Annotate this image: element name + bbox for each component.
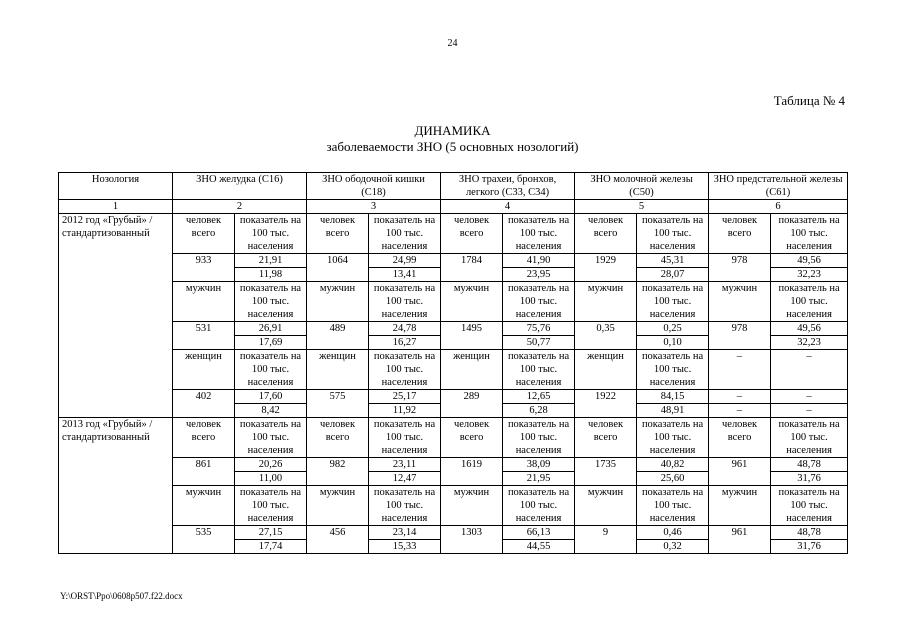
- std-rate-cell: 8,42: [235, 404, 307, 418]
- label-row: [59, 214, 848, 254]
- label-row: [59, 418, 848, 458]
- std-rate-cell: 25,60: [637, 472, 709, 486]
- crude-rate-cell: 45,31: [637, 254, 709, 268]
- number-row: [59, 254, 848, 268]
- rate-label-cell: показатель на 100 тыс. населения: [771, 486, 848, 526]
- group-label-cell: мужчин: [441, 486, 503, 526]
- rate-label-cell: показатель на 100 тыс. населения: [503, 282, 575, 322]
- crude-rate-cell: 84,15: [637, 390, 709, 404]
- rate-label-cell: показатель на 100 тыс. населения: [503, 486, 575, 526]
- group-label-cell: мужчин: [575, 486, 637, 526]
- header-stomach: ЗНО желудка (С16): [173, 173, 307, 200]
- dash-cell: –: [771, 390, 848, 404]
- std-rate-cell: 17,74: [235, 540, 307, 554]
- header-prostate: ЗНО предстательной железы (С61): [709, 173, 848, 200]
- group-label-cell: женщин: [307, 350, 369, 390]
- group-label-cell: человек всего: [575, 214, 637, 254]
- std-rate-cell: 0,10: [637, 336, 709, 350]
- dash-cell: –: [709, 404, 771, 418]
- rate-label-cell: показатель на 100 тыс. населения: [637, 214, 709, 254]
- col-number: 3: [307, 200, 441, 214]
- label-row: [59, 486, 848, 526]
- count-cell: 982: [307, 458, 369, 486]
- std-rate-cell: 0,32: [637, 540, 709, 554]
- rate-label-cell: показатель на 100 тыс. населения: [637, 418, 709, 458]
- count-cell: 1922: [575, 390, 637, 418]
- rate-label-cell: показатель на 100 тыс. населения: [369, 418, 441, 458]
- count-cell: 489: [307, 322, 369, 350]
- count-cell: 1064: [307, 254, 369, 282]
- group-label-cell: мужчин: [307, 486, 369, 526]
- file-path-footer: Y:\ORST\Ppo\0608p507.f22.docx: [60, 591, 183, 601]
- count-cell: 933: [173, 254, 235, 282]
- number-row: [59, 458, 848, 472]
- rate-label-cell: показатель на 100 тыс. населения: [503, 214, 575, 254]
- crude-rate-cell: 21,91: [235, 254, 307, 268]
- col-number: 2: [173, 200, 307, 214]
- group-label-cell: человек всего: [307, 214, 369, 254]
- count-cell: 1495: [441, 322, 503, 350]
- std-rate-cell: 11,92: [369, 404, 441, 418]
- rate-label-cell: показатель на 100 тыс. населения: [771, 418, 848, 458]
- number-row: [59, 526, 848, 540]
- std-rate-cell: 50,77: [503, 336, 575, 350]
- header-colon: ЗНО ободочной кишки (С18): [307, 173, 441, 200]
- title-line-1: ДИНАМИКА: [414, 123, 491, 138]
- std-rate-cell: 21,95: [503, 472, 575, 486]
- rate-label-cell: показатель на 100 тыс. населения: [771, 214, 848, 254]
- rate-label-cell: показатель на 100 тыс. населения: [235, 486, 307, 526]
- group-label-cell: мужчин: [709, 282, 771, 322]
- number-row: [59, 322, 848, 336]
- group-label-cell: человек всего: [307, 418, 369, 458]
- group-label-cell: человек всего: [173, 214, 235, 254]
- col-number: 1: [59, 200, 173, 214]
- incidence-table: [58, 172, 848, 554]
- std-rate-cell: 32,23: [771, 336, 848, 350]
- year-cell: 2012 год «Грубый» / стандартизованный: [59, 214, 173, 418]
- label-row: [59, 350, 848, 390]
- group-label-cell: мужчин: [173, 282, 235, 322]
- group-label-cell: женщин: [575, 350, 637, 390]
- rate-label-cell: показатель на 100 тыс. населения: [771, 282, 848, 322]
- crude-rate-cell: 40,82: [637, 458, 709, 472]
- dash-cell: –: [709, 390, 771, 404]
- rate-label-cell: показатель на 100 тыс. населения: [235, 282, 307, 322]
- rate-label-cell: показатель на 100 тыс. населения: [369, 350, 441, 390]
- rate-label-cell: показатель на 100 тыс. населения: [369, 214, 441, 254]
- year-cell: 2013 год «Грубый» / стандартизованный: [59, 418, 173, 554]
- group-label-cell: женщин: [441, 350, 503, 390]
- std-rate-cell: 11,00: [235, 472, 307, 486]
- std-rate-cell: 17,69: [235, 336, 307, 350]
- crude-rate-cell: 75,76: [503, 322, 575, 336]
- std-rate-cell: 13,41: [369, 268, 441, 282]
- crude-rate-cell: 27,15: [235, 526, 307, 540]
- rate-label-cell: показатель на 100 тыс. населения: [235, 214, 307, 254]
- std-rate-cell: 32,23: [771, 268, 848, 282]
- std-rate-cell: 6,28: [503, 404, 575, 418]
- group-label-cell: человек всего: [575, 418, 637, 458]
- rate-label-cell: показатель на 100 тыс. населения: [637, 282, 709, 322]
- count-cell: 1929: [575, 254, 637, 282]
- number-row: [59, 390, 848, 404]
- std-rate-cell: 44,55: [503, 540, 575, 554]
- count-cell: 1784: [441, 254, 503, 282]
- count-cell: 961: [709, 458, 771, 486]
- count-cell: 1303: [441, 526, 503, 554]
- header-row: [59, 173, 848, 200]
- rate-label-cell: показатель на 100 тыс. населения: [235, 350, 307, 390]
- col-number: 6: [709, 200, 848, 214]
- crude-rate-cell: 23,11: [369, 458, 441, 472]
- crude-rate-cell: 48,78: [771, 458, 848, 472]
- crude-rate-cell: 41,90: [503, 254, 575, 268]
- count-cell: 456: [307, 526, 369, 554]
- crude-rate-cell: 49,56: [771, 322, 848, 336]
- count-cell: 535: [173, 526, 235, 554]
- group-label-cell: человек всего: [709, 418, 771, 458]
- count-cell: 861: [173, 458, 235, 486]
- count-cell: 0,35: [575, 322, 637, 350]
- crude-rate-cell: 0,25: [637, 322, 709, 336]
- count-cell: 978: [709, 322, 771, 350]
- page-number: 24: [447, 38, 458, 49]
- document-title: [0, 123, 905, 155]
- col-number: 5: [575, 200, 709, 214]
- group-label-cell: мужчин: [575, 282, 637, 322]
- group-label-cell: мужчин: [709, 486, 771, 526]
- dash-cell: –: [709, 350, 771, 390]
- header-breast: ЗНО молочной железы (С50): [575, 173, 709, 200]
- crude-rate-cell: 38,09: [503, 458, 575, 472]
- std-rate-cell: 15,33: [369, 540, 441, 554]
- crude-rate-cell: 24,78: [369, 322, 441, 336]
- group-label-cell: женщин: [173, 350, 235, 390]
- crude-rate-cell: 24,99: [369, 254, 441, 268]
- crude-rate-cell: 48,78: [771, 526, 848, 540]
- rate-label-cell: показатель на 100 тыс. населения: [235, 418, 307, 458]
- rate-label-cell: показатель на 100 тыс. населения: [369, 282, 441, 322]
- dash-cell: –: [771, 404, 848, 418]
- group-label-cell: мужчин: [173, 486, 235, 526]
- dash-cell: –: [771, 350, 848, 390]
- col-number: 4: [441, 200, 575, 214]
- label-row: [59, 282, 848, 322]
- table-label: Таблица № 4: [773, 93, 845, 108]
- rate-label-cell: показатель на 100 тыс. населения: [503, 350, 575, 390]
- rate-label-cell: показатель на 100 тыс. населения: [637, 486, 709, 526]
- std-rate-cell: 12,47: [369, 472, 441, 486]
- crude-rate-cell: 25,17: [369, 390, 441, 404]
- crude-rate-cell: 17,60: [235, 390, 307, 404]
- crude-rate-cell: 0,46: [637, 526, 709, 540]
- header-nosology: Нозология: [59, 173, 173, 200]
- std-rate-cell: 31,76: [771, 540, 848, 554]
- crude-rate-cell: 12,65: [503, 390, 575, 404]
- count-cell: 575: [307, 390, 369, 418]
- crude-rate-cell: 49,56: [771, 254, 848, 268]
- group-label-cell: человек всего: [441, 418, 503, 458]
- count-cell: 9: [575, 526, 637, 554]
- count-cell: 531: [173, 322, 235, 350]
- count-cell: 1735: [575, 458, 637, 486]
- title-line-2: заболеваемости ЗНО (5 основных нозологий): [326, 139, 579, 154]
- column-number-row: [59, 200, 848, 214]
- rate-label-cell: показатель на 100 тыс. населения: [637, 350, 709, 390]
- count-cell: 289: [441, 390, 503, 418]
- group-label-cell: человек всего: [173, 418, 235, 458]
- crude-rate-cell: 23,14: [369, 526, 441, 540]
- count-cell: 978: [709, 254, 771, 282]
- std-rate-cell: 28,07: [637, 268, 709, 282]
- std-rate-cell: 31,76: [771, 472, 848, 486]
- table-body: [59, 173, 848, 554]
- group-label-cell: мужчин: [441, 282, 503, 322]
- count-cell: 402: [173, 390, 235, 418]
- std-rate-cell: 16,27: [369, 336, 441, 350]
- header-lung: ЗНО трахеи, бронхов, легкого (С33, С34): [441, 173, 575, 200]
- group-label-cell: человек всего: [709, 214, 771, 254]
- std-rate-cell: 11,98: [235, 268, 307, 282]
- std-rate-cell: 48,91: [637, 404, 709, 418]
- crude-rate-cell: 20,26: [235, 458, 307, 472]
- count-cell: 961: [709, 526, 771, 554]
- crude-rate-cell: 26,91: [235, 322, 307, 336]
- crude-rate-cell: 66,13: [503, 526, 575, 540]
- rate-label-cell: показатель на 100 тыс. населения: [369, 486, 441, 526]
- group-label-cell: мужчин: [307, 282, 369, 322]
- rate-label-cell: показатель на 100 тыс. населения: [503, 418, 575, 458]
- count-cell: 1619: [441, 458, 503, 486]
- group-label-cell: человек всего: [441, 214, 503, 254]
- std-rate-cell: 23,95: [503, 268, 575, 282]
